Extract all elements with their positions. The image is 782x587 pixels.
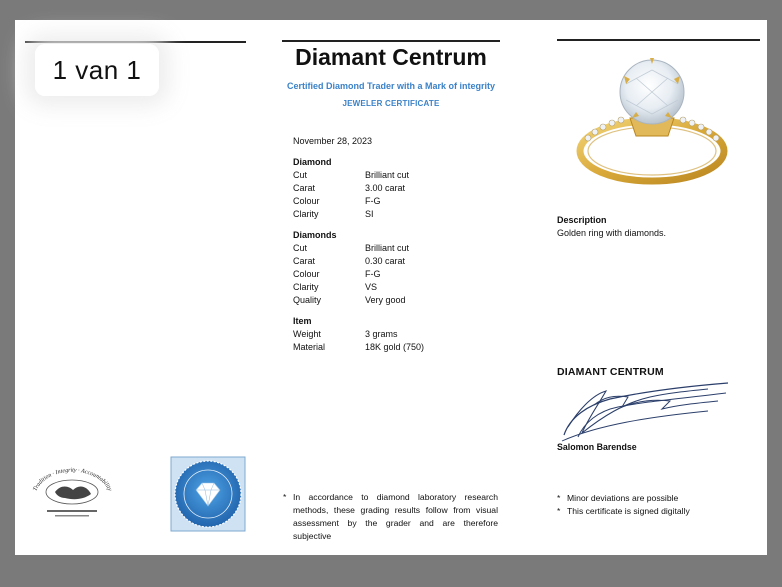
spec-row	[293, 255, 493, 268]
spec-label: Weight	[293, 329, 321, 339]
left-top-rule	[25, 41, 246, 43]
diamond-section	[293, 156, 493, 221]
certificate-notes	[557, 492, 690, 518]
spec-value: Brilliant cut	[365, 243, 410, 253]
spec-label: Carat	[293, 256, 316, 266]
certificate-subtitle: JEWELER CERTIFICATE	[342, 99, 440, 108]
spec-label: Material	[293, 342, 326, 352]
spec-row	[293, 242, 493, 255]
spec-label: Clarity	[293, 209, 319, 219]
spec-row	[293, 208, 493, 221]
section-title: Item	[293, 316, 312, 326]
certificate-tagline: Certified Diamond Trader with a Mark of integrity	[286, 81, 496, 91]
signature-image	[558, 377, 736, 443]
page-indicator: 1 van 1	[35, 44, 159, 96]
right-top-rule	[557, 39, 760, 41]
disclaimer-text: In accordance to diamond laboratory research methods, these grading results follow from visual assessment by the grader and are therefore subjective	[293, 492, 498, 541]
note-text: Minor deviations are possible	[567, 493, 679, 503]
ring-image	[566, 48, 738, 198]
bullet: *	[557, 493, 561, 503]
certificate-title: Diamant Centrum	[295, 44, 487, 70]
wfdb-seal-icon	[25, 462, 120, 524]
spec-row	[293, 195, 493, 208]
spec-label: Colour	[293, 269, 320, 279]
spec-value: Very good	[365, 295, 406, 305]
diamond-seal-icon	[170, 456, 246, 532]
spec-value: 3.00 carat	[365, 183, 406, 193]
spec-value: 18K gold (750)	[365, 342, 425, 352]
spec-row	[293, 281, 493, 294]
spec-label: Cut	[293, 170, 308, 180]
spec-label: Cut	[293, 243, 308, 253]
spec-label: Quality	[293, 295, 322, 305]
bullet: *	[283, 492, 287, 502]
spec-row	[293, 268, 493, 281]
spec-value: SI	[365, 209, 374, 219]
spec-value: F-G	[365, 196, 381, 206]
spec-row	[293, 169, 493, 182]
grading-disclaimer	[283, 491, 498, 543]
spec-value: VS	[365, 282, 378, 292]
section-title: Diamonds	[293, 230, 337, 240]
spec-value: F-G	[365, 269, 381, 279]
signer-name: Salomon Barendse	[557, 442, 637, 452]
signature-brand: DIAMANT CENTRUM	[557, 366, 664, 378]
spec-row	[293, 294, 493, 307]
spec-value: 3 grams	[365, 329, 398, 339]
diamonds-section	[293, 229, 493, 307]
spec-label: Carat	[293, 183, 316, 193]
spec-label: Clarity	[293, 282, 319, 292]
spec-row	[293, 341, 493, 354]
description-text: Golden ring with diamonds.	[557, 228, 667, 238]
spec-row	[293, 328, 493, 341]
certificate-date: November 28, 2023	[293, 136, 373, 146]
item-section	[293, 315, 493, 354]
center-top-rule	[282, 40, 500, 42]
description-title: Description	[557, 215, 607, 225]
spec-value: Brilliant cut	[365, 170, 410, 180]
note-text: This certificate is signed digitally	[567, 506, 690, 516]
section-title: Diamond	[293, 157, 332, 167]
note-item	[557, 492, 690, 505]
bullet: *	[557, 506, 561, 516]
seal-arc-text: Tradition · Integrity · Accountability	[32, 467, 113, 493]
spec-row	[293, 182, 493, 195]
spec-value: 0.30 carat	[365, 256, 406, 266]
note-item	[557, 505, 690, 518]
spec-label: Colour	[293, 196, 320, 206]
